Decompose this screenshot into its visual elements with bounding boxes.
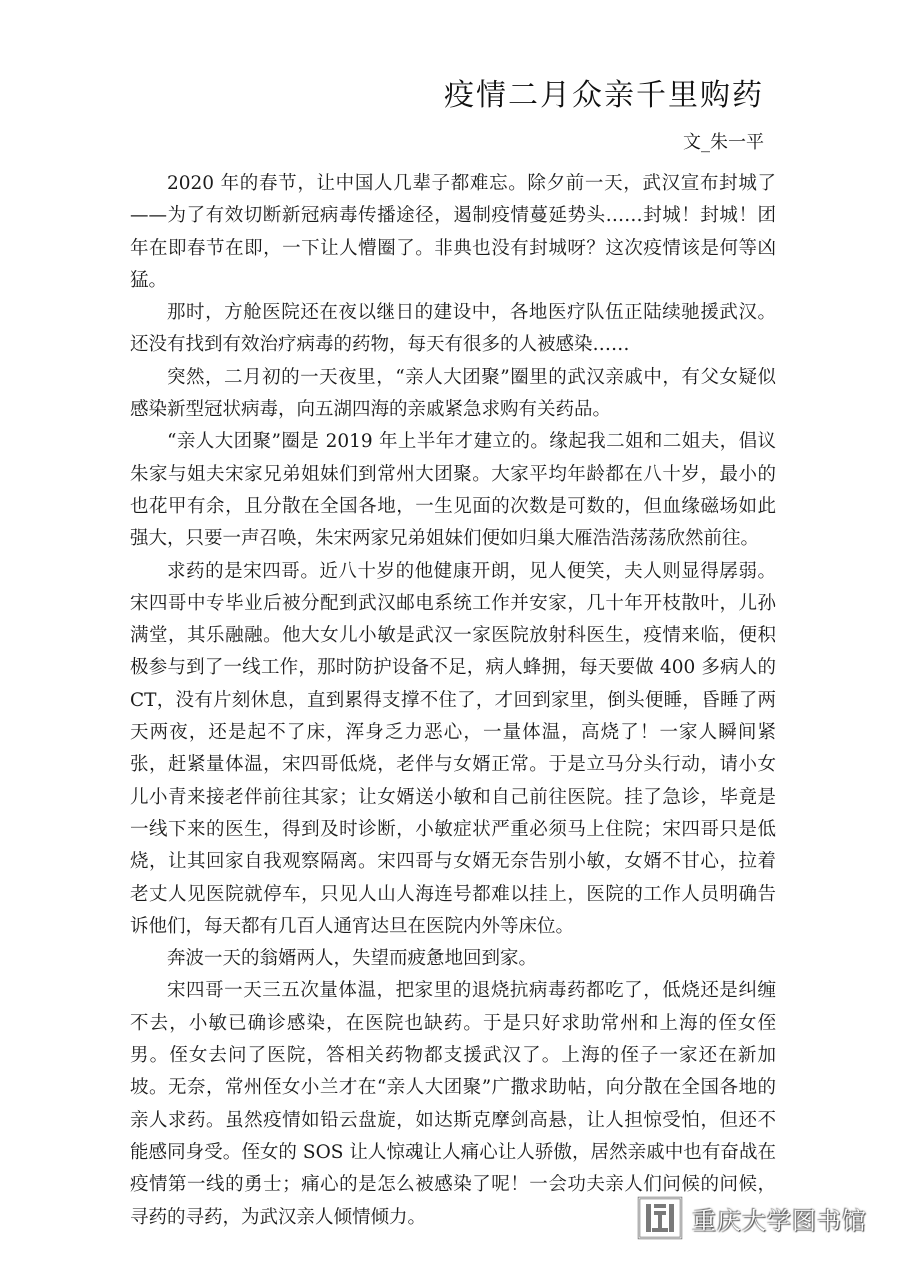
document-title: 疫情二月众亲千里购药 [444, 78, 764, 113]
paragraph: 宋四哥一天三五次量体温，把家里的退烧抗病毒药都吃了，低烧还是纠缠不去，小敏已确诊感染，在医院也缺药。于是只好求助常州和上海的侄女侄男。侄女去问了医院，答相关药物都支援武汉了。上海的侄子一家还在新加坡。无奈，常州侄女小兰才在“亲人大团聚”广撒求助帖，向分散在全国各地的亲人求药。虽然疫情如铅云盘旋，如达斯克摩剑高悬，让人担惊受怕，但还不能感同身受。侄女的 SOS 让人惊魂让人痛心让人骄傲，居然亲戚中也有奋战在疫情第一线的勇士；痛心的是怎么被感染了呢！一会功夫亲人们问候的问候，寻药的寻药，为武汉亲人倾情倾力。 [130, 980, 776, 1228]
paragraph: 求药的是宋四哥。近八十岁的他健康开朗，见人便笑，夫人则显得孱弱。宋四哥中专毕业后被分配到武汉邮电系统工作并安家，几十年开枝散叶，儿孙满堂，其乐融融。他大女儿小敏是武汉一家医院放射科医生，疫情来临，便积极参与到了一线工作，那时防护设备不足，病人蜂拥，每天要做 400 多病人的 CT，没有片刻休息，直到累得支撑不住了，才回到家里，倒头便睡，昏睡了两天两夜，还是起不了床，浑身乏力恶心，一量体温，高烧了！一家人瞬间紧张，赶紧量体温，宋四哥低烧，老伴与女婿正常。于是立马分头行动，请小女儿小青来接老伴前往其家；让女婿送小敏和自己前往医院。挂了急诊，毕竟是一线下来的医生，得到及时诊断，小敏症状严重必须马上住院；宋四哥只是低烧，让其回家自我观察隔离。宋四哥与女婿无奈告别小敏，女婿不甘心，拉着老丈人见医院就停车，只见人山人海连号都难以挂上，医院的工作人员明确告诉他们，每天都有几百人通宵达旦在医院内外等床位。 [130, 560, 776, 937]
paragraph: “亲人大团聚”圈是 2019 年上半年才建立的。缘起我二姐和二姐夫，倡议朱家与姐夫宋家兄弟姐妹们到常州大团聚。大家平均年龄都在八十岁，最小的也花甲有余，且分散在全国各地，一生见面的次数是可数的，但血缘磁场如此强大，只要一声召唤，朱宋两家兄弟姐妹们便如归巢大雁浩浩荡荡欣然前往。 [130, 431, 776, 550]
paragraph: 那时，方舱医院还在夜以继日的建设中，各地医疗队伍正陆续驰援武汉。还没有找到有效治疗病毒的药物，每天有很多的人被感染…… [130, 302, 776, 356]
library-seal-icon [636, 1195, 684, 1241]
paragraph: 奔波一天的翁婿两人，失望而疲惫地回到家。 [167, 948, 538, 970]
article-body [130, 168, 776, 1234]
library-watermark [636, 1194, 868, 1242]
author-byline: 文_朱一平 [683, 132, 764, 153]
paragraph: 2020 年的春节，让中国人几辈子都难忘。除夕前一天，武汉宣布封城了——为了有效切断新冠病毒传播途径，遏制疫情蔓延势头……封城！封城！团年在即春节在即，一下让人懵圈了。非典也没有封城呀？这次疫情该是何等凶猛。 [130, 173, 776, 291]
watermark-text: 重庆大学图书馆 [692, 1206, 867, 1235]
paragraph: 突然，二月初的一天夜里，“亲人大团聚”圈里的武汉亲戚中，有父女疑似感染新型冠状病毒，向五湖四海的亲戚紧急求购有关药品。 [130, 366, 776, 421]
